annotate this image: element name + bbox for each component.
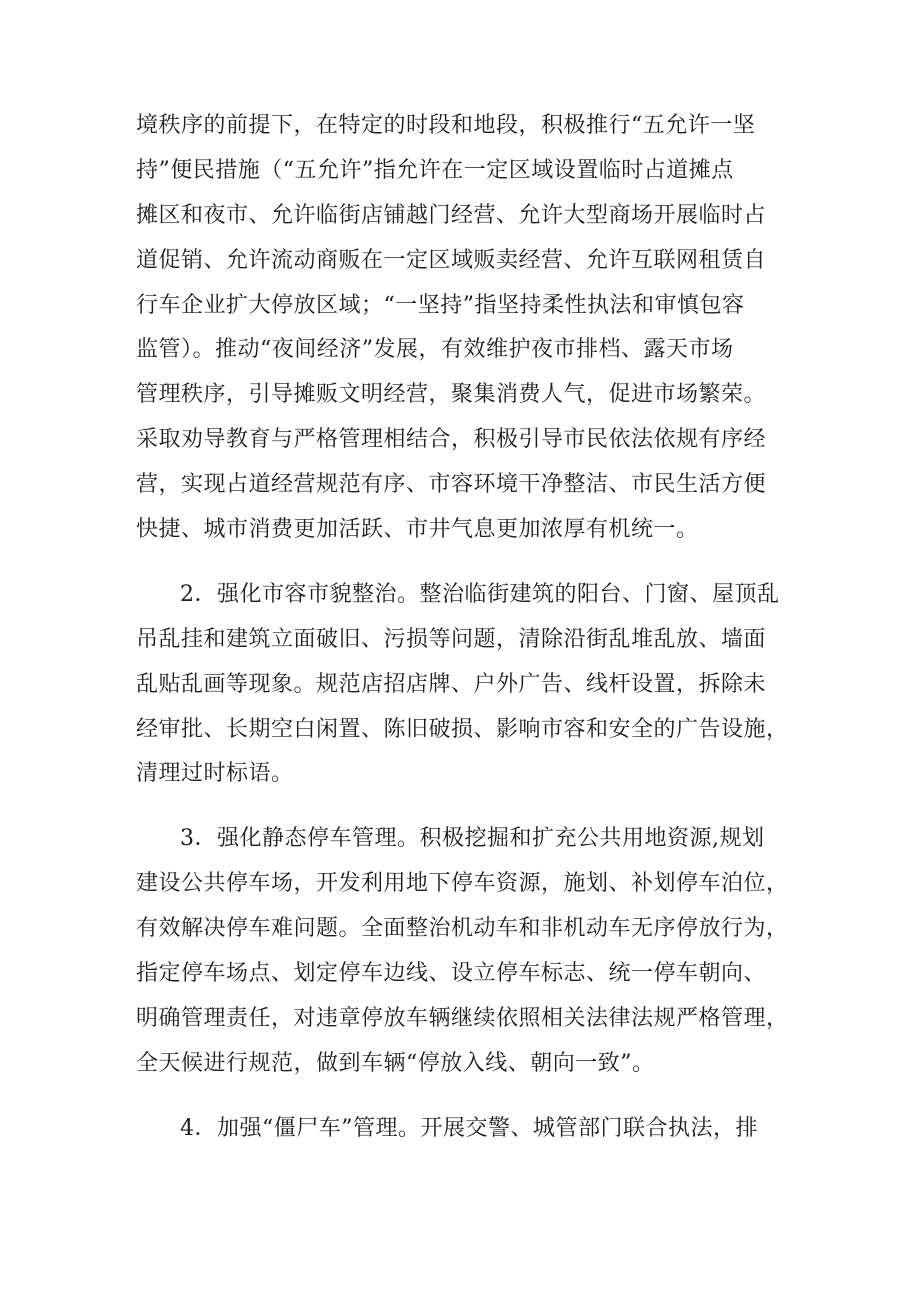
text-line: 2．强化市容市貌整治。整治临街建筑的阳台、门窗、屋顶乱: [180, 581, 780, 607]
paragraph-spacer: [136, 553, 816, 573]
text-line: 4．加强“僵尸车”管理。开展交警、城管部门联合执法，排: [180, 1115, 758, 1141]
text-line: 持”便民措施（“五允许”指允许在一定区域设置临时占道摊点: [136, 157, 734, 183]
text-line: 明确管理责任，对违章停放车辆继续依照相关法律法规严格管理，: [136, 1005, 789, 1031]
text-line: 吊乱挂和建筑立面破旧、污损等问题，清除沿街乱堆乱放、墙面: [136, 626, 767, 652]
text-line: 监管）。推动“夜间经济”发展，有效维护夜市排档、露天市场: [136, 337, 734, 363]
text-line: 管理秩序，引导摊贩文明经营，聚集消费人气，促进市场繁荣。: [136, 382, 767, 408]
text-line: 经审批、长期空白闲置、陈旧破损、影响市容和安全的广告设施，: [136, 716, 789, 742]
paragraph-spacer: [136, 797, 816, 817]
paragraph-spacer: [136, 1087, 816, 1107]
text-line: 有效解决停车难问题。全面整治机动车和非机动车无序停放行为，: [136, 916, 789, 942]
document-body: [136, 104, 816, 1152]
text-line: 营，实现占道经营规范有序、市容环境干净整洁、市民生活方便: [136, 472, 767, 498]
paragraph-4: [136, 1107, 816, 1152]
text-line: 快捷、城市消费更加活跃、市井气息更加浓厚有机统一。: [136, 517, 699, 543]
paragraph-2: [136, 573, 816, 797]
paragraph-1: [136, 104, 816, 553]
text-line: 采取劝导教育与严格管理相结合，积极引导市民依法依规有序经: [136, 427, 767, 453]
text-line: 3．强化静态停车管理。积极挖掘和扩充公共用地资源,规划: [180, 826, 765, 852]
paragraph-3: [136, 817, 816, 1086]
text-line: 摊区和夜市、允许临街店铺越门经营、允许大型商场开展临时占: [136, 202, 767, 228]
text-line: 建设公共停车场，开发利用地下停车资源，施划、补划停车泊位，: [136, 871, 789, 897]
text-line: 清理过时标语。: [136, 761, 294, 787]
text-line: 行车企业扩大停放区域；“一坚持”指坚持柔性执法和审慎包容: [136, 292, 745, 318]
text-line: 境秩序的前提下，在特定的时段和地段，积极推行“五允许一坚: [136, 113, 756, 138]
text-line: 全天候进行规范，做到车辆“停放入线、朝向一致”。: [136, 1050, 655, 1076]
text-line: 指定停车场点、划定停车边线、设立停车标志、统一停车朝向、: [136, 961, 767, 987]
text-line: 乱贴乱画等现象。规范店招店牌、户外广告、线杆设置，拆除未: [136, 671, 767, 697]
text-line: 道促销、允许流动商贩在一定区域贩卖经营、允许互联网租赁自: [136, 247, 767, 273]
